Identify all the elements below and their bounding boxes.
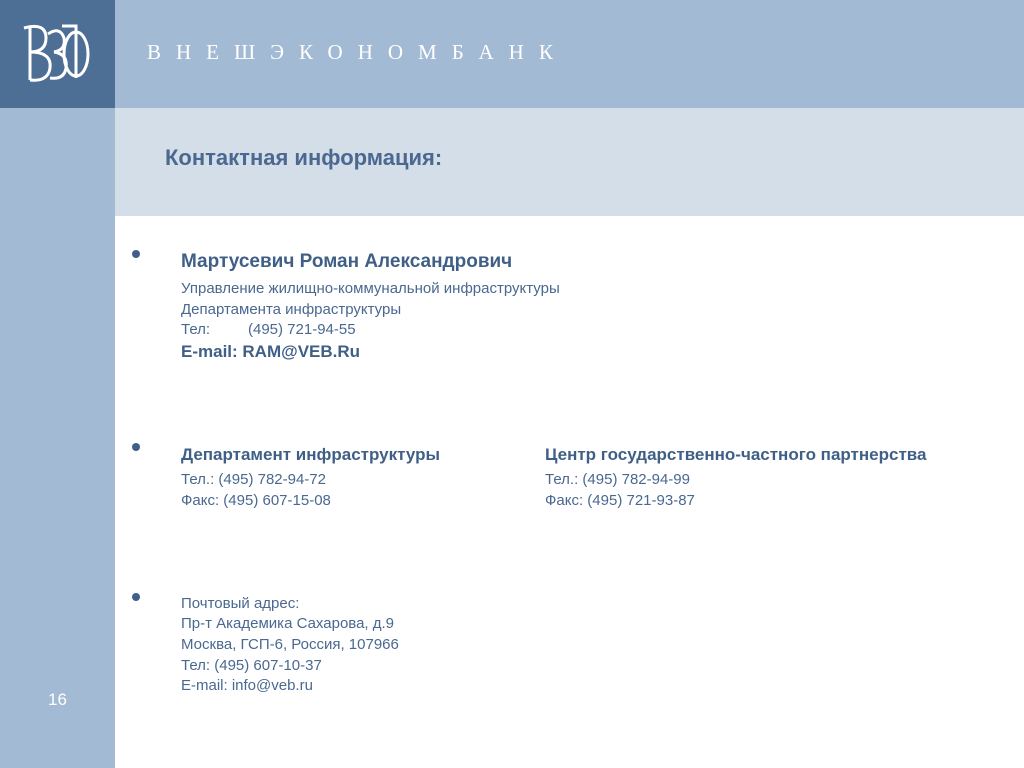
contact-position-line2: Департамента инфраструктуры <box>181 301 402 318</box>
veb-logo-icon <box>20 16 92 92</box>
contact-phone-label: Тел: <box>181 321 211 338</box>
postal-phone: Тел: (495) 607-10-37 <box>181 657 322 674</box>
department-phone: Тел.: (495) 782-94-72 <box>181 471 326 488</box>
bullet-icon <box>132 593 140 601</box>
left-strip <box>0 0 115 768</box>
contact-phone: (495) 721-94-55 <box>248 321 356 338</box>
postal-label: Почтовый адрес: <box>181 595 300 612</box>
bank-name: ВНЕШЭКОНОМБАНК <box>147 40 568 64</box>
bullet-icon <box>132 443 140 451</box>
slide-number: 16 <box>48 690 67 709</box>
department-name: Департамент инфраструктуры <box>181 445 441 464</box>
ppp-center-fax: Факс: (495) 721-93-87 <box>545 492 695 509</box>
contact-position-line1: Управление жилищно-коммунальной инфраструктуры <box>181 280 560 297</box>
contact-email[interactable]: E-mail: RAM@VEB.Ru <box>181 342 361 361</box>
ppp-center-name: Центр государственно-частного партнерства <box>545 445 927 464</box>
postal-street: Пр-т Академика Сахарова, д.9 <box>181 615 395 632</box>
bullet-icon <box>132 250 140 258</box>
department-fax: Факс: (495) 607-15-08 <box>181 492 331 509</box>
page-title: Контактная информация: <box>165 145 443 170</box>
logo-box <box>0 0 115 108</box>
contact-name: Мартусевич Роман Александрович <box>181 251 513 272</box>
postal-city: Москва, ГСП-6, Россия, 107966 <box>181 636 399 653</box>
ppp-center-phone: Тел.: (495) 782-94-99 <box>545 471 690 488</box>
postal-email[interactable]: E-mail: info@veb.ru <box>181 677 313 694</box>
